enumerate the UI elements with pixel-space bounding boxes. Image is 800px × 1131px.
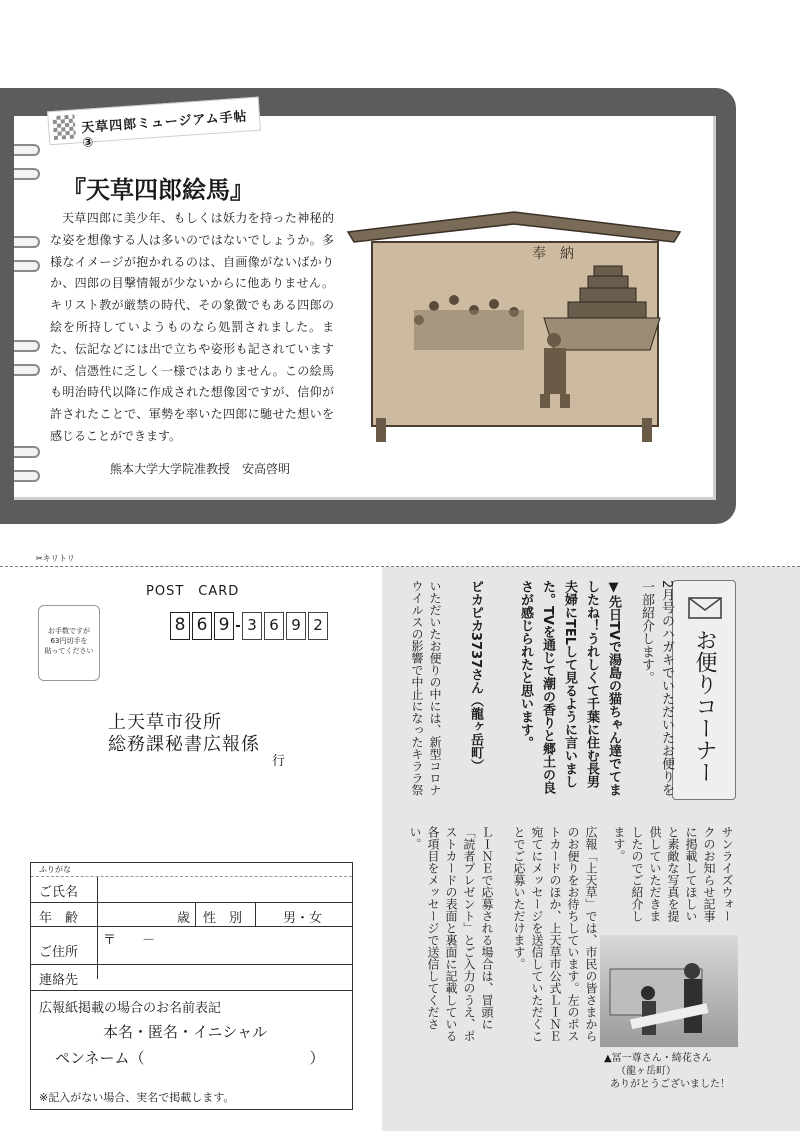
display-name-title: 広報紙掲載の場合のお名前表記 — [39, 1001, 222, 1016]
sunrise-walk-note: サンライズウォークのお知らせ記事に掲載してほしいと素敵な写真を提供していただきましたのでご紹介します。 — [612, 826, 734, 922]
ring-icon — [14, 144, 40, 156]
zip-separator — [236, 625, 240, 627]
furigana-row[interactable] — [31, 863, 352, 877]
caption-line-1: ▲冨一尊さん・綺花さん — [604, 1053, 712, 1064]
photo-caption — [604, 1052, 730, 1091]
ema-illustration — [344, 210, 684, 444]
contact-label: 連絡先 — [39, 973, 79, 988]
age-unit: 歳 — [177, 911, 191, 926]
address-row[interactable] — [31, 927, 352, 965]
postal-mark: 〒 － — [103, 933, 156, 948]
gender-options[interactable]: 男・女 — [283, 911, 323, 926]
address-suffix: 行 — [272, 754, 286, 769]
name-row[interactable] — [31, 877, 352, 903]
caption-line-3: ありがとうございました！ — [610, 1079, 730, 1090]
ring-icon — [14, 236, 40, 248]
article-signature: 熊本大学大学院准教授 安高啓明 — [110, 462, 291, 476]
photo-ema-visitors — [600, 935, 738, 1047]
ema-inscription: 奉 納 — [532, 246, 574, 262]
address-label: ご住所 — [39, 945, 79, 960]
divider — [195, 903, 196, 927]
article-body: 天草四郎に美少年、もしくは妖力を持った神秘的な姿を想像する人は多いのではないでしょうか。多様なイメージが抱かれるのは、自画像がないばかりか、四郎の目撃情報が少ないからに他ありません。キリスト教が厳禁の時代、その象徴でもある四郎の絵を所持していようものなら処罰されました。また、伝記などには出で立ちや姿形も記されていますが、信憑性に乏しく一様ではありません。この絵馬も明治時代以降に作成された想像図ですが、信仰が許されたことで、軍勢を率いた四郎に馳せた想いを感じることができます。 — [50, 211, 334, 443]
letter-1: ▼先日TVで湯島の猫ちゃん達でてましたね！うれしくて千葉に住む長男夫婦にTELして見るように言いました。TVを通じて潮の香りと郷土の良さが感じられたと思います。 — [518, 580, 621, 796]
line-info: ＬＩＮＥで応募される場合は、冒頭に「読者プレゼント」とご入力のうえ、ポストカードの表面と裏面に記載している各項目をメッセージで送信してください。 — [408, 826, 494, 1042]
ring-icon — [14, 470, 40, 482]
caption-line-2: （龍ヶ岳町） — [616, 1066, 676, 1077]
letters-heading-box — [672, 580, 736, 800]
tab-title: 天草四郎ミュージアム手帖③ — [80, 109, 249, 152]
zip-digit: 2 — [308, 612, 328, 640]
letters-call: 広報「上天草」では、市民の皆さまからのお便りをお待ちしています。左のポストカードのほか、上天草市公式ＬＩＮＥ宛てにメッセージを送信していただくことでご応募いただけます。 — [512, 826, 598, 1042]
letters-heading: お便りコーナー — [692, 629, 717, 783]
zip-digit: 9 — [286, 612, 306, 640]
ring-icon — [14, 340, 40, 352]
cut-label: ✂キリトリ — [36, 554, 75, 563]
contact-row[interactable] — [31, 965, 352, 991]
article-title: 『天草四郎絵馬』 — [62, 176, 254, 204]
covid-note: いただいたお便りの中には、新型コロナウイルスの影響で中止になったキララ祭 — [410, 580, 442, 796]
pen-name-field[interactable]: ペンネーム（ ） — [55, 1049, 325, 1067]
ring-icon — [14, 168, 40, 180]
ring-icon — [14, 364, 40, 376]
form-note: ※記入がない場合、実名で掲載します。 — [39, 1091, 235, 1104]
ring-icon — [14, 446, 40, 458]
age-row — [31, 903, 352, 927]
letters-intro: 2月号のハガキでいただいたお便りを一部紹介します。 — [639, 580, 674, 797]
zip-digit: 6 — [192, 612, 212, 640]
postcard-title: POST CARD — [146, 584, 240, 599]
gender-label: 性 別 — [203, 911, 243, 926]
zip-digit: 6 — [264, 612, 284, 640]
stamp-text-3: 貼ってください — [44, 647, 94, 655]
address-line-2: 総務課秘書広報係 — [108, 734, 260, 755]
name-label: ご氏名 — [39, 885, 79, 900]
zip-digit: 8 — [170, 612, 190, 640]
stamp-text-1: お手数ですが — [48, 627, 90, 635]
envelope-icon — [688, 597, 722, 619]
binder-rings — [14, 116, 44, 497]
letter-1-author: ピカピカ3737さん（龍ヶ岳町） — [468, 580, 483, 773]
stamp-box — [38, 605, 100, 681]
furigana-label: ふりがな — [39, 865, 71, 874]
entry-form — [30, 862, 353, 1110]
zip-digit: 3 — [242, 612, 262, 640]
address-line-1: 上天草市役所 — [108, 712, 222, 733]
age-label: 年 齢 — [39, 911, 79, 926]
ring-icon — [14, 260, 40, 272]
postal-code — [170, 612, 330, 640]
divider — [255, 903, 256, 927]
display-name-options[interactable]: 本名・匿名・イニシャル — [103, 1023, 268, 1041]
zip-digit: 9 — [214, 612, 234, 640]
stamp-text-2: 63円切手を — [50, 637, 88, 645]
checker-icon — [52, 115, 76, 140]
photo-image — [600, 935, 738, 1047]
